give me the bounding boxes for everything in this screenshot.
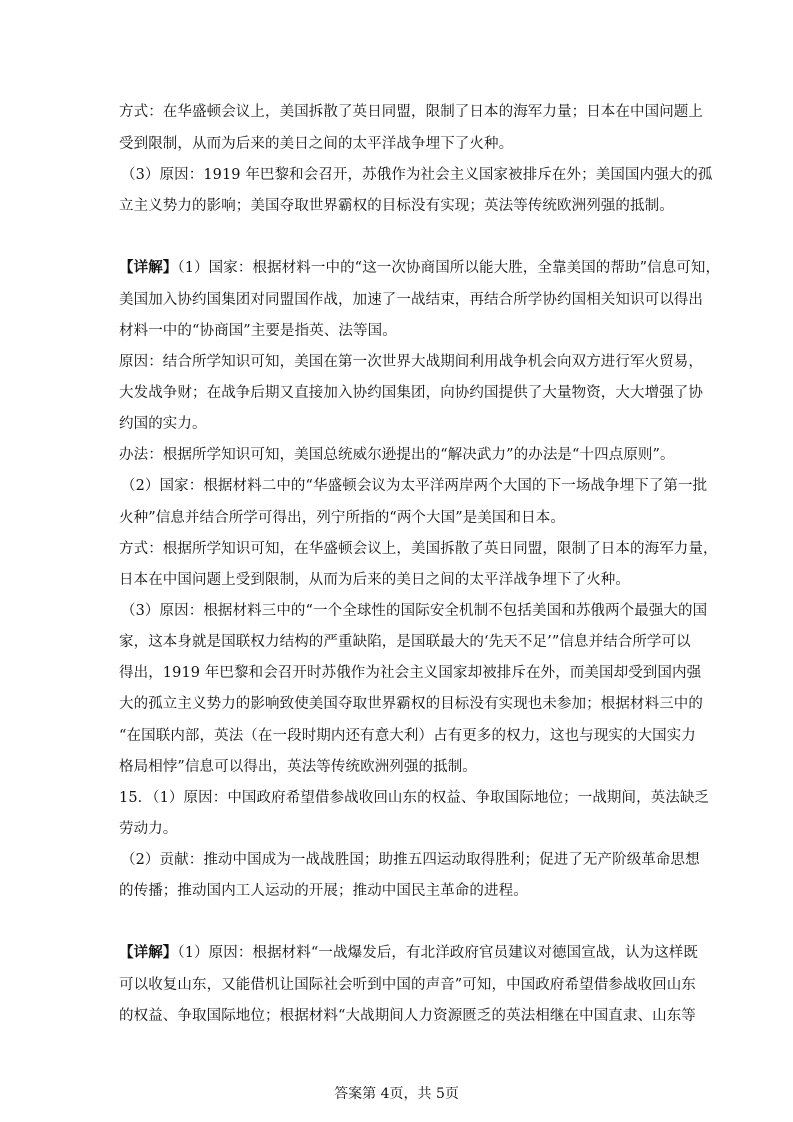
text-line: 火种”信息并结合所学可得出，列宁所指的“两个大国”是美国和日本。 xyxy=(119,510,565,526)
text-line: 方式：根据所学知识可知，在华盛顿会议上，美国拆散了英日同盟，限制了日本的海军力量， xyxy=(119,541,718,557)
text-line: 15．（1）原因：中国政府希望借参战收回山东的权益、争取国际地位；一战期间，英法缺乏 xyxy=(119,790,710,806)
text-line: 方式：在华盛顿会议上，美国拆散了英日同盟，限制了日本的海军力量；日本在中国问题上 xyxy=(119,104,703,120)
text-line: （2）国家：根据材料二中的“华盛顿会议为太平洋两岸两个大国的下一场战争埋下了第一批 xyxy=(121,478,708,494)
text-line: “在国联内部，英法（在一段时期内还有意大利）占有更多的权力，这也与现实的大国实力 xyxy=(119,728,696,744)
text-line: 办法：根据所学知识可知，美国总统威尔逊提出的“解决武力”的办法是“十四点原则”。 xyxy=(119,447,675,463)
detail-label: 【详解】 xyxy=(119,259,178,276)
text-line: 日本在中国问题上受到限制，从而为后来的美日之间的太平洋战争埋下了火种。 xyxy=(119,572,630,588)
text-line: 格局相悖”信息可以得出，英法等传统欧洲列强的抵制。 xyxy=(119,759,477,775)
text-line: 劳动力。 xyxy=(119,821,178,837)
detail-label: 【详解】 xyxy=(119,944,178,961)
text-line: 约国的实力。 xyxy=(119,416,207,432)
text-line: （3）原因：根据材料三中的“一个全球性的国际安全机制不包括美国和苏俄两个最强大的国 xyxy=(121,603,708,619)
text-line: 立主义势力的影响；美国夺取世界霸权的目标没有实现；英法等传统欧洲列强的抵制。 xyxy=(119,198,674,214)
text-line: 美国加入协约国集团对同盟国作战，加速了一战结束，再结合所学协约国相关知识可以得出 xyxy=(119,292,703,308)
text-line: 的传播；推动国内工人运动的开展；推动中国民主革命的进程。 xyxy=(119,883,528,899)
text-line: 大发战争财；在战争后期又直接加入协约国集团，向协约国提供了大量物资，大大增强了协 xyxy=(119,385,703,401)
text-line: 可以收复山东，又能借机让国际社会听到中国的声音”可知，中国政府希望借参战收回山东 xyxy=(119,977,696,993)
text-line: （3）原因：1919 年巴黎和会召开，苏俄作为社会主义国家被排斥在外；美国国内强大的孤 xyxy=(121,167,713,183)
text-line: （2）贡献：推动中国成为一战战胜国；助推五四运动取得胜利；促进了无产阶级革命思想 xyxy=(121,852,700,868)
text-line: 家，这本身就是国联权力结构的严重缺陷，是国联最大的‘先天不足’”信息并结合所学可以 xyxy=(119,634,691,650)
text-line: 大的孤立主义势力的影响致使美国夺取世界霸权的目标没有实现也未参加；根据材料三中的 xyxy=(119,696,703,712)
text-line: 受到限制，从而为后来的美日之间的太平洋战争埋下了火种。 xyxy=(119,136,514,152)
text-line: 材料一中的“协商国”主要是指英、法等国。 xyxy=(119,323,397,339)
text-line: （1）原因：根据材料“一战爆发后，有北洋政府官员建议对德国宣战，认为这样既 xyxy=(177,945,698,961)
text-line: 得出，1919 年巴黎和会召开时苏俄作为社会主义国家却被排斥在外，而美国却受到国内强 xyxy=(119,665,702,681)
detail-paragraph-1 xyxy=(119,258,720,278)
text-line: 原因：结合所学知识可知，美国在第一次世界大战期间利用战争机会向双方进行军火贸易， xyxy=(119,354,703,370)
page-footer: 答案第 4页，共 5页 xyxy=(334,1086,459,1102)
text-line: （1）国家：根据材料一中的“这一次协商国所以能大胜，全靠美国的帮助”信息可知， xyxy=(177,260,721,276)
text-line: 的权益、争取国际地位；根据材料“大战期间人力资源匮乏的英法相继在中国直隶、山东等 xyxy=(119,1008,696,1024)
detail-paragraph-2 xyxy=(119,943,698,963)
